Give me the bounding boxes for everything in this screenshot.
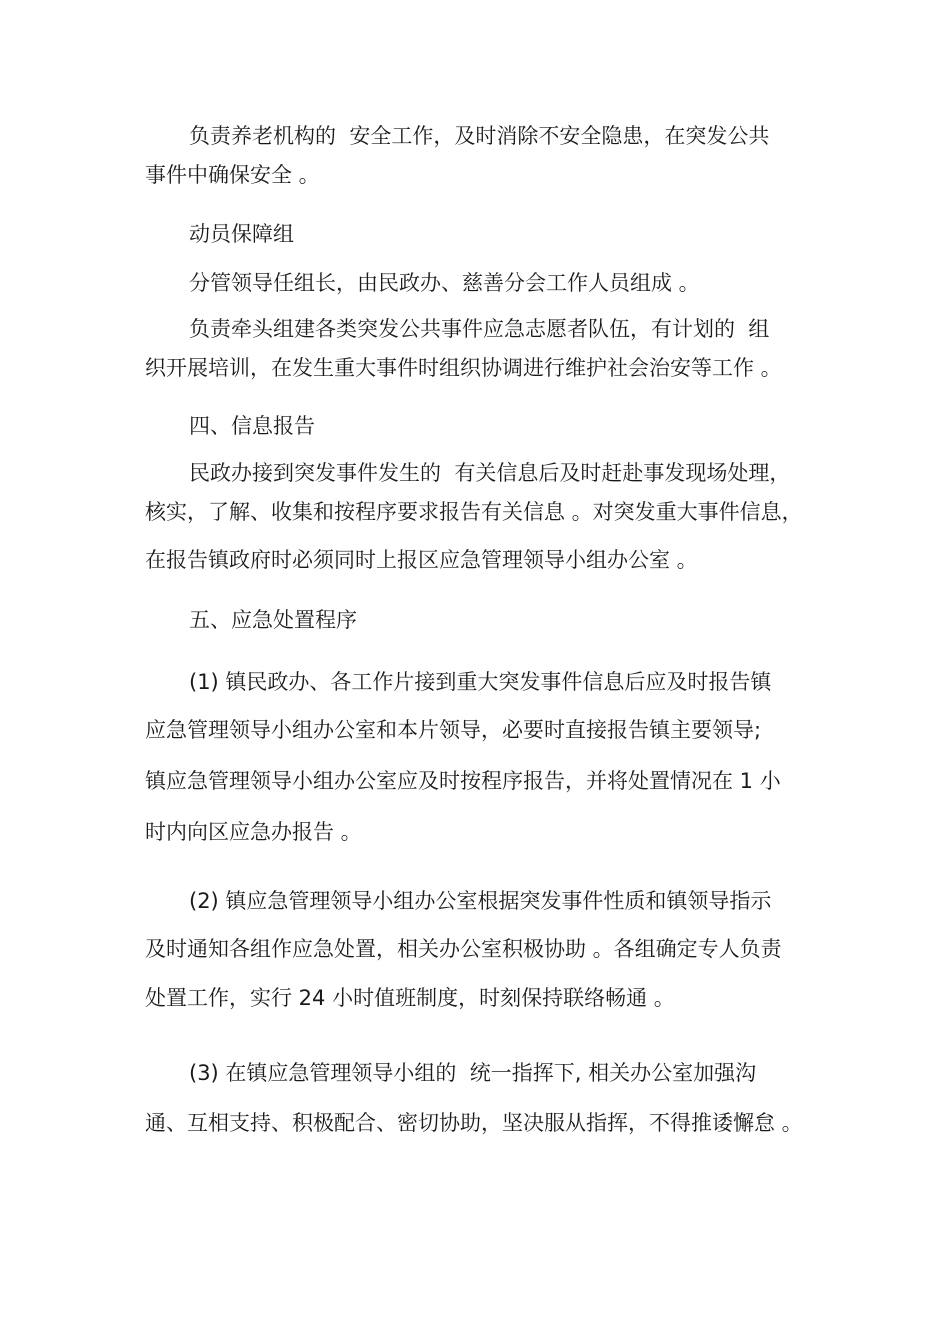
section-heading: 动员保障组: [189, 222, 294, 246]
paragraph-line: 通、互相支持、积极配合、密切协助，坚决服从指挥，不得推诿懈怠 。: [145, 1111, 803, 1135]
paragraph-line: 负责养老机构的 安全工作，及时消除不安全隐患，在突发公共: [189, 124, 770, 148]
paragraph-line: (3) 在镇应急管理领导小组的 统一指挥下, 相关办公室加强沟: [189, 1061, 757, 1085]
paragraph-line: 时内向区应急办报告 。: [145, 820, 362, 844]
paragraph-line: 处置工作，实行 24 小时值班制度，时刻保持联络畅通 。: [145, 986, 675, 1010]
paragraph-line: (2) 镇应急管理领导小组办公室根据突发事件性质和镇领导指示: [189, 889, 772, 913]
paragraph-line: 织开展培训，在发生重大事件时组织协调进行维护社会治安等工作 。: [145, 356, 782, 380]
paragraph-line: 及时通知各组作应急处置，相关办公室积极协助 。各组确定专人负责: [145, 937, 782, 961]
section-heading: 五、应急处置程序: [189, 608, 357, 632]
paragraph-line: 事件中确保安全 。: [145, 163, 320, 187]
paragraph-line: 民政办接到突发事件发生的 有关信息后及时赶赴事发现场处理，: [189, 461, 791, 485]
paragraph-line: 分管领导任组长，由民政办、慈善分会工作人员组成 。: [189, 271, 700, 295]
paragraph-line: 负责牵头组建各类突发公共事件应急志愿者队伍，有计划的 组: [189, 317, 770, 341]
paragraph-line: 应急管理领导小组办公室和本片领导，必要时直接报告镇主要领导;: [145, 718, 762, 742]
paragraph-line: 在报告镇政府时必须同时上报区应急管理领导小组办公室 。: [145, 548, 698, 572]
section-heading: 四、信息报告: [189, 414, 315, 438]
paragraph-line: 镇应急管理领导小组办公室应及时按程序报告，并将处置情况在 1 小: [145, 769, 781, 793]
paragraph-line: 核实，了解、收集和按程序要求报告有关信息 。对突发重大事件信息，: [145, 500, 803, 524]
paragraph-line: (1) 镇民政办、各工作片接到重大突发事件信息后应及时报告镇: [189, 670, 772, 694]
